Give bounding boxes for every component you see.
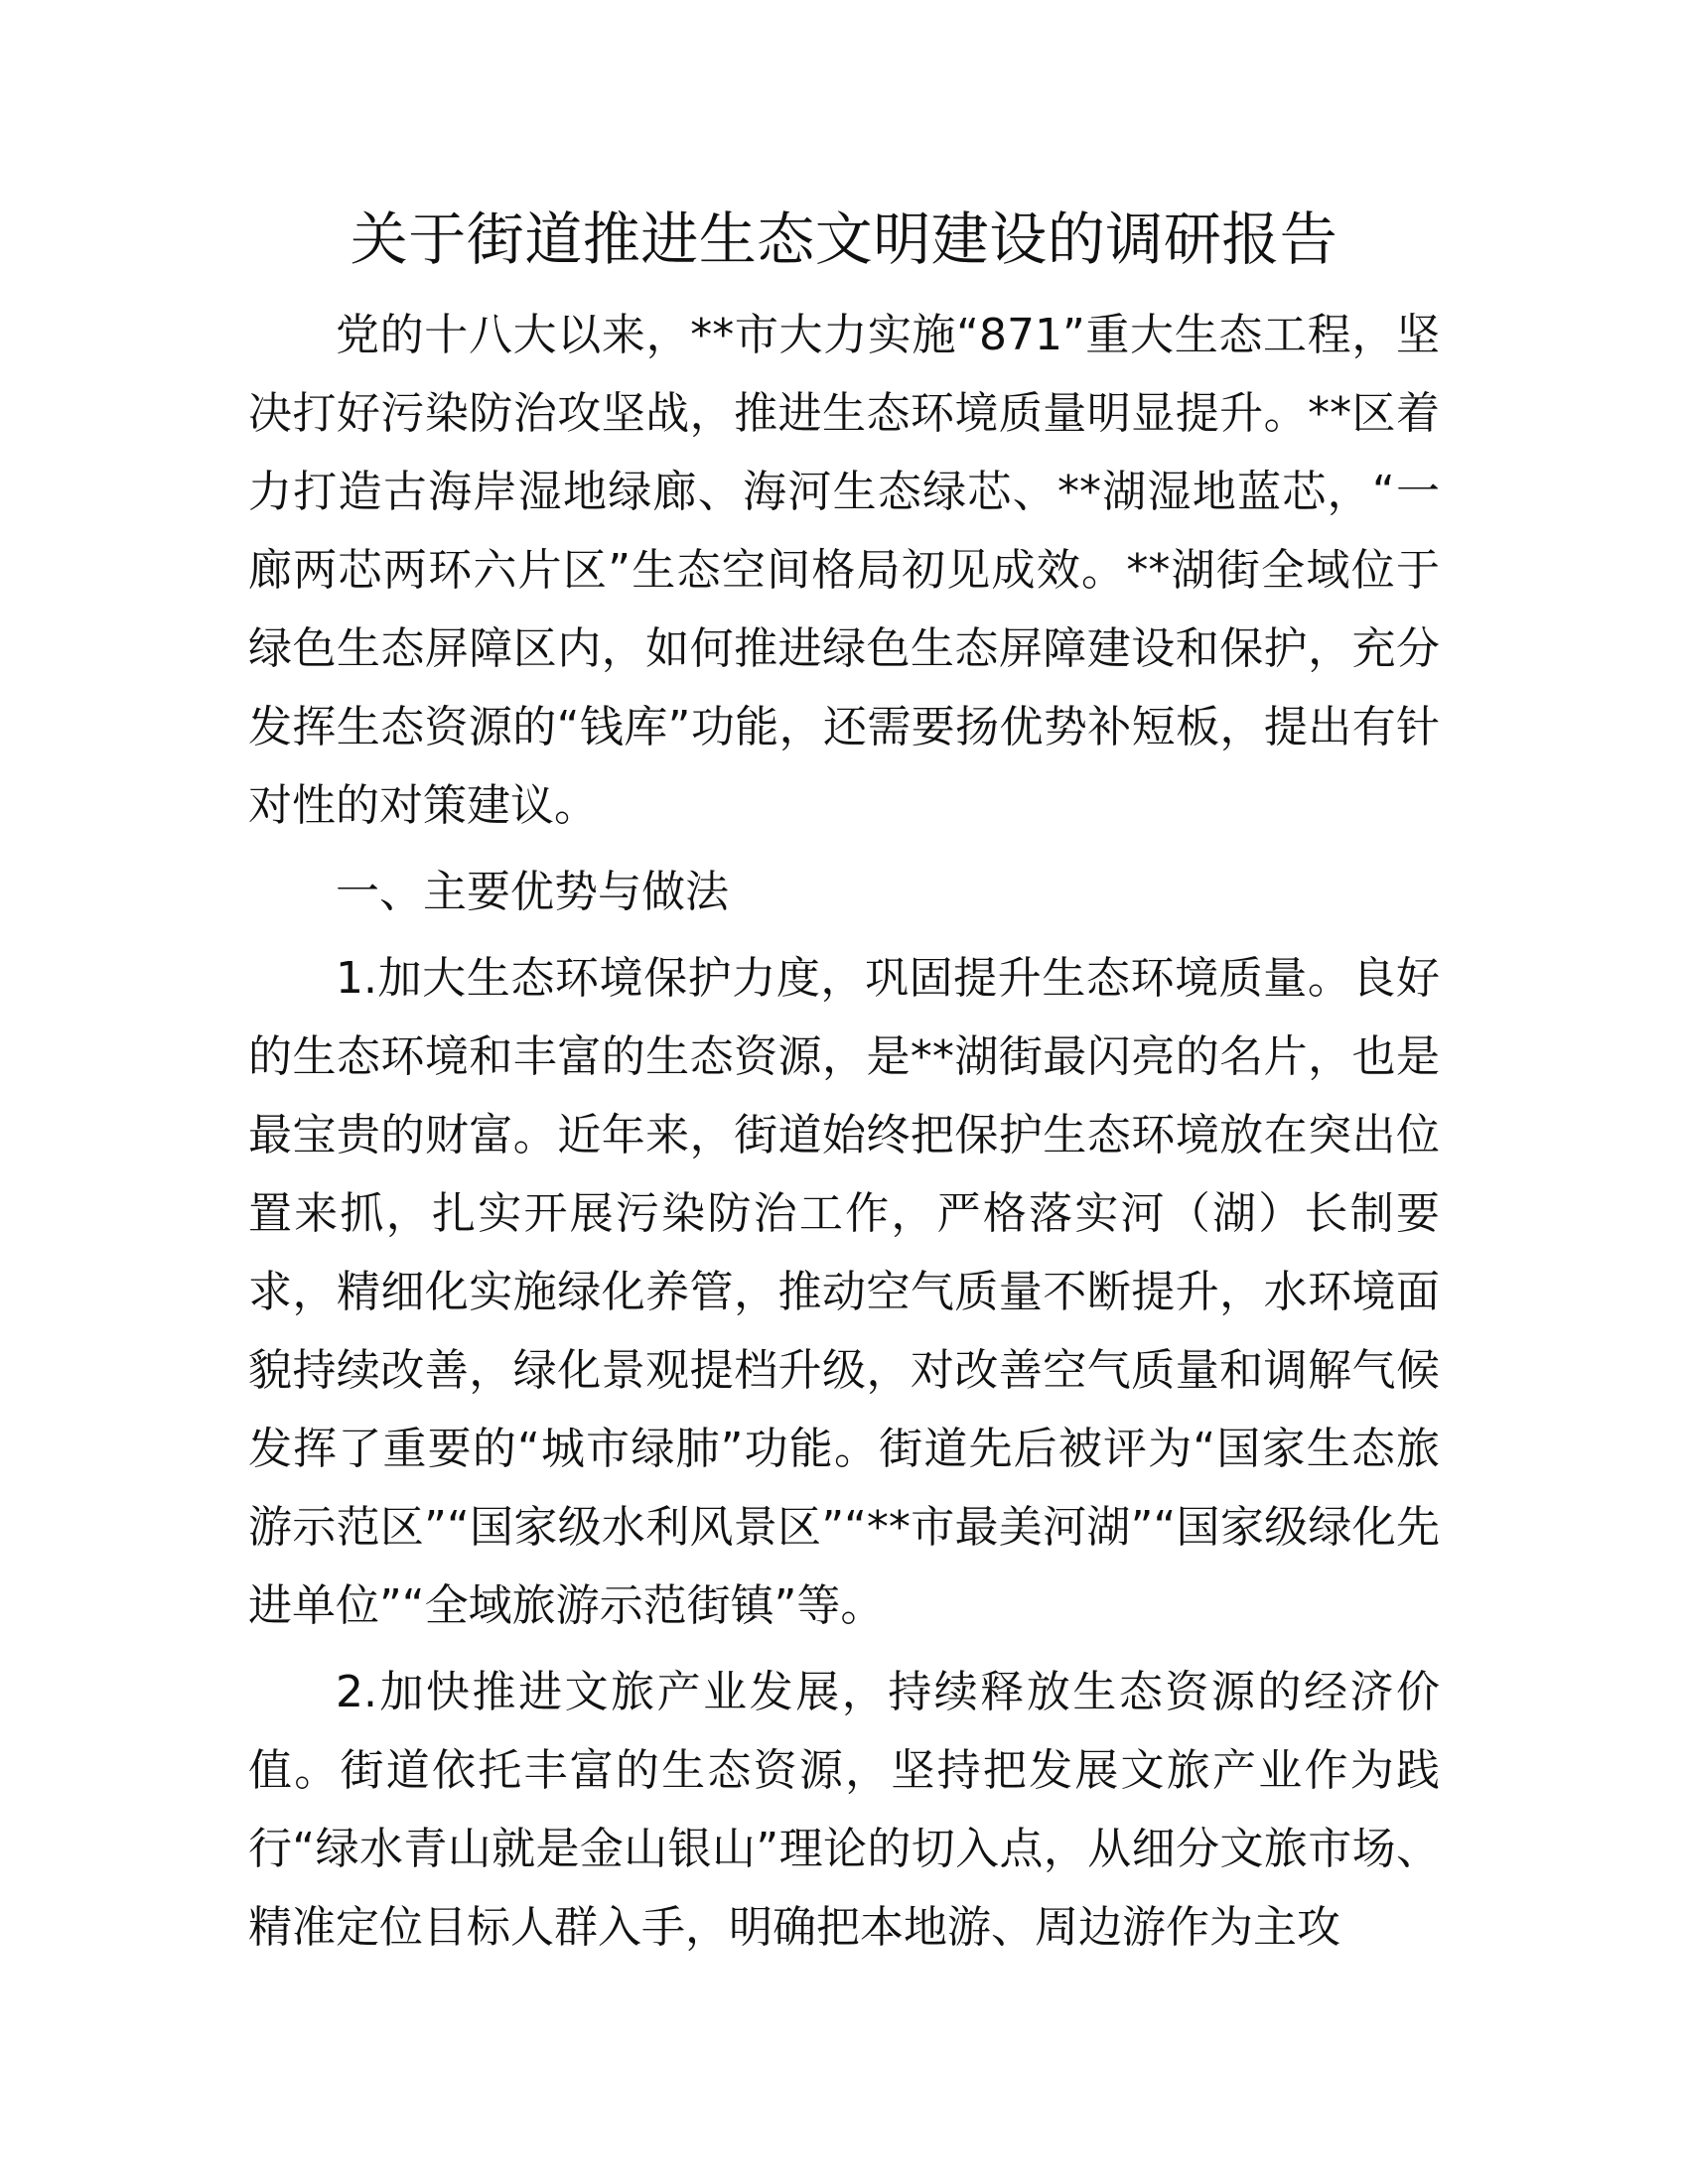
section-heading-1: 一、主要优势与做法: [336, 867, 729, 917]
document-body: [248, 296, 1440, 1967]
paragraph-intro: 党的十八大以来，**市大力实施“871”重大生态工程，坚决打好污染防治攻坚战，推进生态环境质量明显提升。**区着力打造古海岸湿地绿廊、海河生态绿芯、**湖湿地蓝芯，“一廊两芯两环六片区”生态空间格局初见成效。**湖街全域位于绿色生态屏障区内，如何推进绿色生态屏障建设和保护，充分发挥生态资源的“钱库”功能，还需要扬优势补短板，提出有针对性的对策建议。: [248, 310, 1440, 831]
document-title: 关于街道推进生态文明建设的调研报告: [350, 205, 1338, 273]
paragraph-point-1: 1.加大生态环境保护力度，巩固提升生态环境质量。良好的生态环境和丰富的生态资源，是**湖街最闪亮的名片，也是最宝贵的财富。近年来，街道始终把保护生态环境放在突出位置来抓，扎实开展污染防治工作，严格落实河（湖）长制要求，精细化实施绿化养管，推动空气质量不断提升，水环境面貌持续改善，绿化景观提档升级，对改善空气质量和调解气候发挥了重要的“城市绿肺”功能。街道先后被评为“国家生态旅游示范区”“国家级水利风景区”“**市最美河湖”“国家级绿化先进单位”“全域旅游示范街镇”等。: [248, 953, 1440, 1631]
paragraph-point-2: 2.加快推进文旅产业发展，持续释放生态资源的经济价值。街道依托丰富的生态资源，坚持把发展文旅产业作为践行“绿水青山就是金山银山”理论的切入点，从细分文旅市场、精准定位目标人群入手，明确把本地游、周边游作为主攻: [248, 1667, 1440, 1953]
